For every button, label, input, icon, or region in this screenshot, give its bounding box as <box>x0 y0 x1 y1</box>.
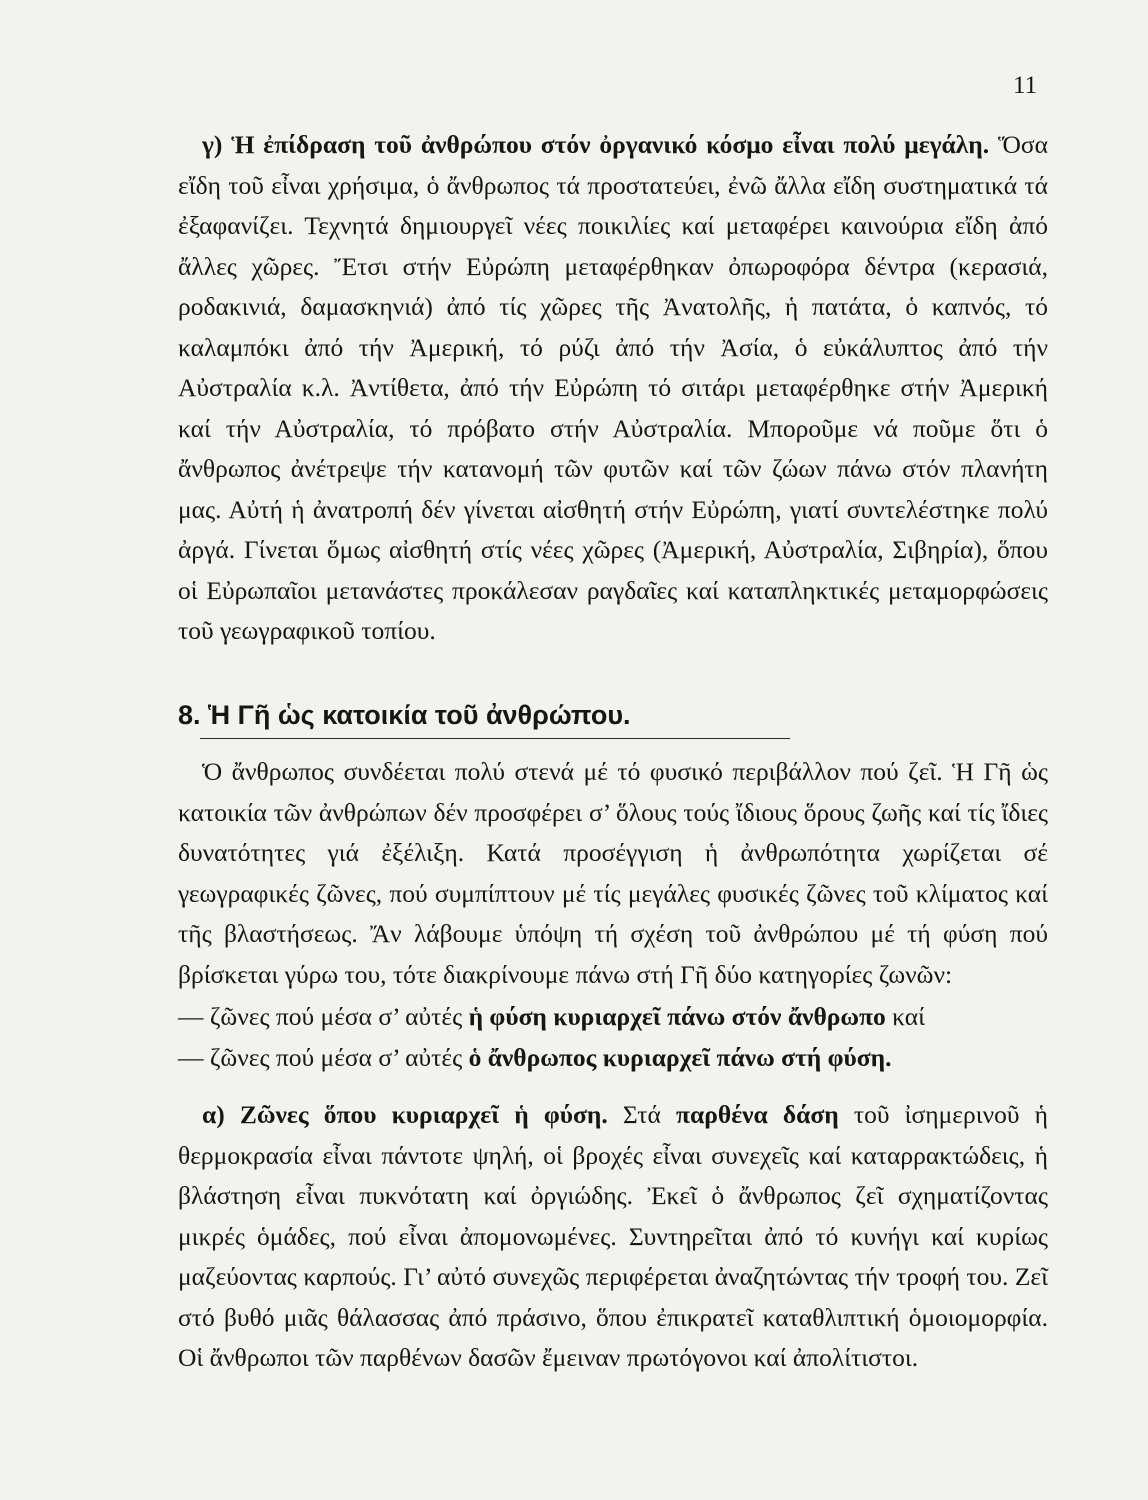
zone-category-item: — ζῶνες πού μέσα σ’ αὐτές ἡ φύση κυριαρχεῖ πάνω στόν ἄνθρωπο καί <box>178 1002 925 1031</box>
heading-underline <box>200 738 790 739</box>
section-g-body: Ὅσα εἴδη τοῦ εἶναι χρήσιμα, ὁ ἄνθρωπος τά προστατεύει, ἐνῶ ἄλλα εἴδη συστηματικά τά ἐξαφανίζει. Τεχνητά δημιουργεῖ νέες ποικιλίες καί μεταφέρει καινούρια εἴδη ἀπό ἄλλες χῶρες. Ἔτσι στήν Εὐρώπη μεταφέρθηκαν ὀπωροφόρα δέντρα (κερασιά, ροδακινιά, δαμασκηνιά) ἀπό τίς χῶρες τῆς Ἀνατολῆς, ἡ πατάτα, ὁ καπνός, τό καλαμπόκι ἀπό τήν Ἀμερική, τό ρύζι ἀπό τήν Ἀσία, ὁ εὐκάλυπτος ἀπό τήν Αὐστραλία κ.λ. Ἀντίθετα, ἀπό τήν Εὐρώπη τό σιτάρι μεταφέρθηκε στήν Ἀμερική καί τήν Αὐστραλία, τό πρόβατο στήν Αὐστραλία. Μποροῦμε νά ποῦμε ὅτι ὁ ἄνθρωπος ἀνέτρεψε τήν κατανομή τῶν φυτῶν καί τῶν ζώων πάνω στόν πλανήτη μας. Αὐτή ἡ ἀνατροπή δέν γίνεται αἰσθητή στήν Εὐρώπη, γιατί συντελέστηκε πολύ ἀργά. Γίνεται ὅμως αἰσθητή στίς νέες χῶρες (Ἀμερική, Αὐστραλία, Σιβηρία), ὅπου οἱ Εὐρωπαῖοι μετανάστες προκάλεσαν ραγδαῖες καί καταπληκτικές μεταμορφώσεις τοῦ γεωγραφικοῦ τοπίου. <box>178 130 1048 645</box>
subsection-a-term: παρθένα δάση <box>676 1100 839 1129</box>
section-8-body <box>178 752 1048 1078</box>
zone-category-list <box>178 997 1048 1078</box>
zone-category-item: — ζῶνες πού μέσα σ’ αὐτές ὁ ἄνθρωπος κυριαρχεῖ πάνω στή φύση. <box>178 1042 892 1072</box>
section-8-intro: Ὁ ἄνθρωπος συνδέεται πολύ στενά μέ τό φυσικό περιβάλλον πού ζεῖ. Ἡ Γῆ ὡς κατοικία τῶν ἀνθρώπων δέν προσφέρει σ’ ὅλους τούς ἴδιους ὅρους ζωῆς καί τίς ἴδιες δυνατότητες γιά ἐξέλιξη. Κατά προσέγγιση ἡ ἀνθρωπότητα χωρίζεται σέ γεωγραφικές ζῶνες, πού συμπίπτουν μέ τίς μεγάλες φυσικές ζῶνες τοῦ κλίματος καί τῆς βλαστήσεως. Ἄν λάβουμε ὑπόψη τή σχέση τοῦ ἀνθρώπου μέ τή φύση πού βρίσκεται γύρω του, τότε διακρίνουμε πάνω στή Γῆ δύο κατηγορίες ζωνῶν: <box>178 757 1048 989</box>
section-8-heading: 8. Ἡ Γῆ ὡς κατοικία τοῦ ἀνθρώπου. <box>178 700 631 730</box>
subsection-a-lead: α) Ζῶνες ὅπου κυριαρχεῖ ἡ φύση. <box>202 1100 608 1129</box>
subsection-a-paragraph: α) Ζῶνες ὅπου κυριαρχεῖ ἡ φύση. Στά παρθένα δάση τοῦ ἰσημερινοῦ ἡ θερμοκρασία εἶναι πάντοτε ψηλή, οἱ βροχές εἶναι συνεχεῖς καί καταρρακτώδεις, ἡ βλάστηση εἶναι πυκνότατη καί ὀργιώδης. Ἐκεῖ ὁ ἄνθρωπος ζεῖ σχηματίζοντας μικρές ὁμάδες, πού εἶναι ἀπομονωμένες. Συντηρεῖται ἀπό τό κυνήγι καί κυρίως μαζεύοντας καρπούς. Γι’ αὐτό συνεχῶς περιφέρεται ἀναζητώντας τήν τροφή του. Ζεῖ στό βυθό μιᾶς θάλασσας ἀπό πράσινο, ὅπου ἐπικρατεῖ καταθλιπτική ὁμοιομορφία. Οἱ ἄνθρωποι τῶν παρθένων δασῶν ἔμειναν πρωτόγονοι καί ἀπολίτιστοι. <box>178 1100 1048 1372</box>
section-g-paragraph <box>178 125 1048 652</box>
page-number: 11 <box>1013 72 1038 99</box>
subsection-a-body: τοῦ ἰσημερινοῦ ἡ θερμοκρασία εἶναι πάντοτε ψηλή, οἱ βροχές εἶναι συνεχεῖς καί καταρρακτώδεις, ἡ βλάστηση εἶναι πυκνότατη καί ὀργιώδης. Ἐκεῖ ὁ ἄνθρωπος ζεῖ σχηματίζοντας μικρές ὁμάδες, πού εἶναι ἀπομονωμένες. Συντηρεῖται ἀπό τό κυνήγι καί κυρίως μαζεύοντας καρπούς. Γι’ αὐτό συνεχῶς περιφέρεται ἀναζητώντας τήν τροφή του. Ζεῖ στό βυθό μιᾶς θάλασσας ἀπό πράσινο, ὅπου ἐπικρατεῖ καταθλιπτική ὁμοιομορφία. Οἱ ἄνθρωποι τῶν παρθένων δασῶν ἔμειναν πρωτόγονοι καί ἀπολίτιστοι. <box>178 1100 1048 1372</box>
section-g-lead: γ) Ἡ ἐπίδραση τοῦ ἀνθρώπου στόν ὀργανικό κόσμο εἶναι πολύ μεγάλη. <box>202 130 990 159</box>
